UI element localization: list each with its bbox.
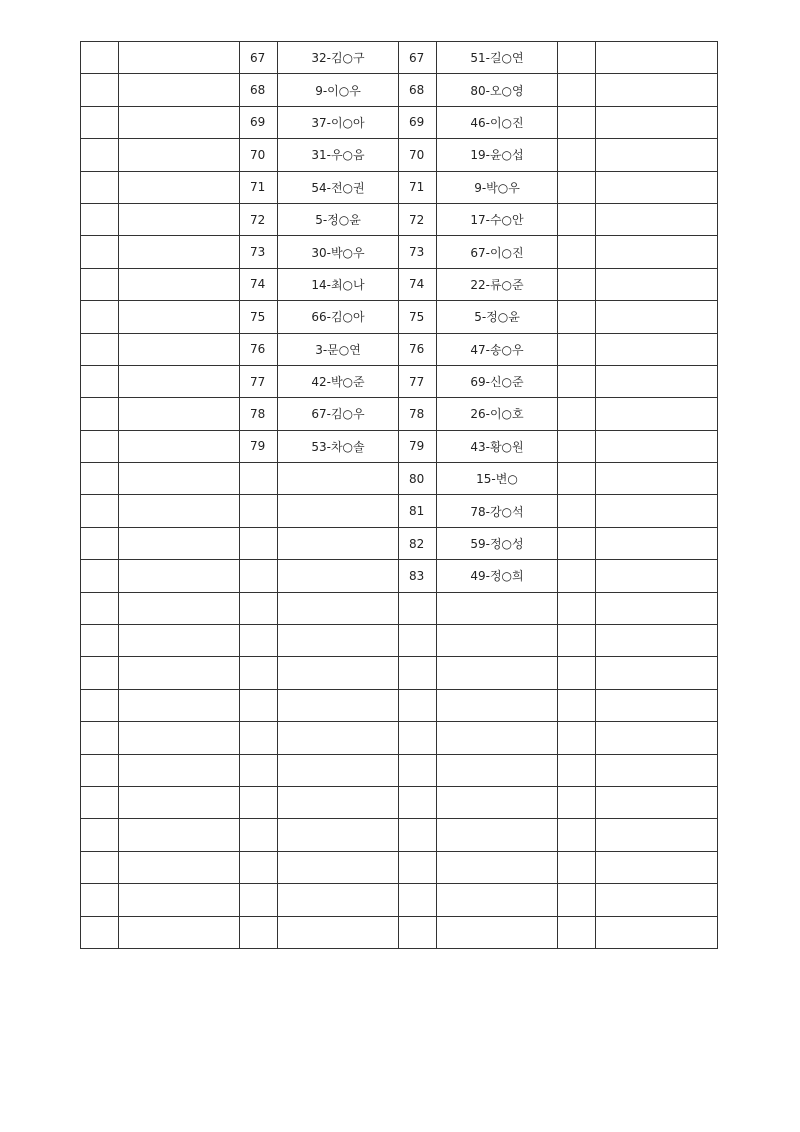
left-blank-number-cell — [81, 365, 119, 397]
right-blank-name-cell — [596, 268, 718, 300]
right-blank-number-cell — [558, 657, 596, 689]
left-blank-number-cell — [81, 106, 119, 138]
left-blank-name-cell — [119, 203, 240, 235]
table-row — [81, 592, 718, 624]
left-blank-number-cell — [81, 495, 119, 527]
left-blank-number-cell — [81, 916, 119, 948]
group-b-number-cell: 67 — [399, 42, 437, 74]
left-blank-name-cell — [119, 689, 240, 721]
table-row — [81, 42, 718, 74]
right-blank-name-cell — [596, 916, 718, 948]
right-blank-number-cell — [558, 819, 596, 851]
left-blank-name-cell — [119, 851, 240, 883]
group-b-student-cell — [437, 786, 558, 818]
group-a-number-cell — [240, 625, 278, 657]
group-a-number-cell — [240, 754, 278, 786]
left-blank-number-cell — [81, 754, 119, 786]
group-b-number-cell — [399, 722, 437, 754]
group-a-number-cell — [240, 657, 278, 689]
right-blank-name-cell — [596, 171, 718, 203]
table-row — [81, 139, 718, 171]
group-b-student-cell: 78-강○석 — [437, 495, 558, 527]
group-b-student-cell: 17-수○안 — [437, 203, 558, 235]
group-b-number-cell: 77 — [399, 365, 437, 397]
table-row — [81, 495, 718, 527]
group-a-number-cell — [240, 495, 278, 527]
right-blank-number-cell — [558, 139, 596, 171]
left-blank-number-cell — [81, 884, 119, 916]
group-b-student-cell: 19-윤○섭 — [437, 139, 558, 171]
group-b-number-cell — [399, 657, 437, 689]
group-a-number-cell: 67 — [240, 42, 278, 74]
right-blank-number-cell — [558, 74, 596, 106]
right-blank-number-cell — [558, 430, 596, 462]
group-a-number-cell: 74 — [240, 268, 278, 300]
group-b-student-cell — [437, 916, 558, 948]
group-a-student-cell — [278, 754, 399, 786]
left-blank-number-cell — [81, 560, 119, 592]
group-a-student-cell — [278, 722, 399, 754]
left-blank-name-cell — [119, 171, 240, 203]
left-blank-name-cell — [119, 463, 240, 495]
left-blank-number-cell — [81, 42, 119, 74]
table-row — [81, 754, 718, 786]
left-blank-name-cell — [119, 657, 240, 689]
group-b-number-cell: 82 — [399, 527, 437, 559]
group-b-student-cell — [437, 592, 558, 624]
right-blank-number-cell — [558, 365, 596, 397]
group-a-number-cell — [240, 819, 278, 851]
left-blank-number-cell — [81, 236, 119, 268]
left-blank-number-cell — [81, 527, 119, 559]
left-blank-name-cell — [119, 139, 240, 171]
group-a-student-cell — [278, 689, 399, 721]
right-blank-number-cell — [558, 495, 596, 527]
table-row — [81, 106, 718, 138]
table-row — [81, 463, 718, 495]
right-blank-name-cell — [596, 722, 718, 754]
right-blank-name-cell — [596, 398, 718, 430]
left-blank-number-cell — [81, 301, 119, 333]
group-b-number-cell: 68 — [399, 74, 437, 106]
group-b-student-cell: 80-오○영 — [437, 74, 558, 106]
group-a-student-cell — [278, 463, 399, 495]
group-a-student-cell: 30-박○우 — [278, 236, 399, 268]
right-blank-name-cell — [596, 106, 718, 138]
right-blank-name-cell — [596, 495, 718, 527]
left-blank-name-cell — [119, 754, 240, 786]
left-blank-name-cell — [119, 722, 240, 754]
group-b-number-cell: 81 — [399, 495, 437, 527]
left-blank-name-cell — [119, 592, 240, 624]
group-a-student-cell — [278, 916, 399, 948]
group-a-student-cell: 67-김○우 — [278, 398, 399, 430]
group-b-number-cell — [399, 916, 437, 948]
left-blank-name-cell — [119, 625, 240, 657]
group-b-student-cell — [437, 625, 558, 657]
group-b-student-cell — [437, 884, 558, 916]
group-b-number-cell: 83 — [399, 560, 437, 592]
table-row — [81, 657, 718, 689]
table-row — [81, 301, 718, 333]
table-row — [81, 236, 718, 268]
group-b-number-cell — [399, 625, 437, 657]
group-b-student-cell — [437, 754, 558, 786]
table-row — [81, 689, 718, 721]
group-b-student-cell: 47-송○우 — [437, 333, 558, 365]
left-blank-name-cell — [119, 74, 240, 106]
table-row — [81, 171, 718, 203]
table-row — [81, 527, 718, 559]
group-b-number-cell — [399, 592, 437, 624]
group-a-student-cell: 54-전○권 — [278, 171, 399, 203]
right-blank-name-cell — [596, 430, 718, 462]
group-b-student-cell — [437, 819, 558, 851]
group-a-number-cell — [240, 592, 278, 624]
right-blank-number-cell — [558, 527, 596, 559]
group-a-number-cell — [240, 851, 278, 883]
left-blank-name-cell — [119, 916, 240, 948]
table-row — [81, 203, 718, 235]
roster-table-body — [81, 42, 718, 949]
table-row — [81, 560, 718, 592]
group-a-student-cell: 14-최○나 — [278, 268, 399, 300]
group-a-number-cell: 75 — [240, 301, 278, 333]
right-blank-name-cell — [596, 689, 718, 721]
group-a-student-cell: 31-우○음 — [278, 139, 399, 171]
right-blank-name-cell — [596, 42, 718, 74]
group-a-student-cell: 42-박○준 — [278, 365, 399, 397]
group-b-student-cell: 26-이○호 — [437, 398, 558, 430]
left-blank-name-cell — [119, 560, 240, 592]
group-a-number-cell: 76 — [240, 333, 278, 365]
group-b-number-cell: 73 — [399, 236, 437, 268]
group-a-student-cell — [278, 819, 399, 851]
left-blank-number-cell — [81, 74, 119, 106]
right-blank-name-cell — [596, 560, 718, 592]
group-a-number-cell: 72 — [240, 203, 278, 235]
group-b-student-cell: 69-신○준 — [437, 365, 558, 397]
left-blank-number-cell — [81, 625, 119, 657]
left-blank-number-cell — [81, 430, 119, 462]
right-blank-name-cell — [596, 851, 718, 883]
right-blank-number-cell — [558, 689, 596, 721]
group-b-student-cell: 15-변○ — [437, 463, 558, 495]
group-b-number-cell — [399, 819, 437, 851]
group-b-number-cell: 69 — [399, 106, 437, 138]
group-b-student-cell: 43-황○원 — [437, 430, 558, 462]
group-b-student-cell: 9-박○우 — [437, 171, 558, 203]
group-a-number-cell — [240, 560, 278, 592]
group-a-number-cell: 78 — [240, 398, 278, 430]
left-blank-name-cell — [119, 106, 240, 138]
left-blank-number-cell — [81, 333, 119, 365]
group-a-number-cell — [240, 884, 278, 916]
group-a-student-cell: 32-김○구 — [278, 42, 399, 74]
group-a-number-cell — [240, 722, 278, 754]
table-row — [81, 722, 718, 754]
right-blank-number-cell — [558, 560, 596, 592]
group-b-number-cell — [399, 851, 437, 883]
group-a-student-cell — [278, 495, 399, 527]
left-blank-name-cell — [119, 333, 240, 365]
left-blank-name-cell — [119, 495, 240, 527]
left-blank-number-cell — [81, 722, 119, 754]
left-blank-number-cell — [81, 851, 119, 883]
group-b-number-cell: 75 — [399, 301, 437, 333]
right-blank-number-cell — [558, 786, 596, 818]
left-blank-number-cell — [81, 592, 119, 624]
left-blank-number-cell — [81, 689, 119, 721]
right-blank-number-cell — [558, 398, 596, 430]
table-row — [81, 625, 718, 657]
group-a-number-cell: 69 — [240, 106, 278, 138]
group-b-number-cell: 70 — [399, 139, 437, 171]
group-b-number-cell — [399, 689, 437, 721]
left-blank-name-cell — [119, 398, 240, 430]
group-a-student-cell — [278, 625, 399, 657]
group-b-number-cell: 76 — [399, 333, 437, 365]
right-blank-name-cell — [596, 365, 718, 397]
table-row — [81, 268, 718, 300]
group-a-student-cell: 5-정○윤 — [278, 203, 399, 235]
group-b-number-cell: 79 — [399, 430, 437, 462]
group-a-number-cell: 79 — [240, 430, 278, 462]
group-b-student-cell: 59-정○성 — [437, 527, 558, 559]
left-blank-number-cell — [81, 463, 119, 495]
right-blank-number-cell — [558, 236, 596, 268]
left-blank-name-cell — [119, 884, 240, 916]
table-row — [81, 74, 718, 106]
group-a-number-cell — [240, 689, 278, 721]
right-blank-name-cell — [596, 236, 718, 268]
right-blank-name-cell — [596, 74, 718, 106]
left-blank-name-cell — [119, 819, 240, 851]
right-blank-number-cell — [558, 722, 596, 754]
right-blank-name-cell — [596, 884, 718, 916]
table-row — [81, 786, 718, 818]
group-b-number-cell — [399, 754, 437, 786]
group-b-number-cell: 72 — [399, 203, 437, 235]
table-row — [81, 884, 718, 916]
right-blank-number-cell — [558, 268, 596, 300]
left-blank-name-cell — [119, 430, 240, 462]
group-b-number-cell: 74 — [399, 268, 437, 300]
group-b-number-cell — [399, 884, 437, 916]
right-blank-name-cell — [596, 657, 718, 689]
group-a-student-cell — [278, 851, 399, 883]
group-b-student-cell: 22-류○준 — [437, 268, 558, 300]
group-b-number-cell: 80 — [399, 463, 437, 495]
group-a-number-cell: 70 — [240, 139, 278, 171]
group-a-number-cell: 71 — [240, 171, 278, 203]
group-b-number-cell: 71 — [399, 171, 437, 203]
left-blank-number-cell — [81, 786, 119, 818]
right-blank-name-cell — [596, 139, 718, 171]
table-row — [81, 819, 718, 851]
group-a-student-cell: 37-이○아 — [278, 106, 399, 138]
group-a-number-cell — [240, 916, 278, 948]
left-blank-number-cell — [81, 139, 119, 171]
group-b-student-cell — [437, 657, 558, 689]
left-blank-number-cell — [81, 657, 119, 689]
group-b-number-cell: 78 — [399, 398, 437, 430]
group-a-student-cell — [278, 560, 399, 592]
group-a-student-cell: 3-문○연 — [278, 333, 399, 365]
group-b-student-cell: 51-길○연 — [437, 42, 558, 74]
left-blank-number-cell — [81, 819, 119, 851]
group-a-student-cell: 53-차○솔 — [278, 430, 399, 462]
group-b-number-cell — [399, 786, 437, 818]
right-blank-number-cell — [558, 754, 596, 786]
left-blank-name-cell — [119, 365, 240, 397]
group-a-student-cell — [278, 527, 399, 559]
right-blank-name-cell — [596, 301, 718, 333]
group-a-number-cell: 73 — [240, 236, 278, 268]
left-blank-name-cell — [119, 42, 240, 74]
roster-table — [80, 41, 718, 949]
group-a-student-cell — [278, 592, 399, 624]
group-b-student-cell: 67-이○진 — [437, 236, 558, 268]
left-blank-name-cell — [119, 786, 240, 818]
right-blank-number-cell — [558, 916, 596, 948]
right-blank-number-cell — [558, 171, 596, 203]
right-blank-name-cell — [596, 754, 718, 786]
group-b-student-cell — [437, 722, 558, 754]
group-a-number-cell — [240, 463, 278, 495]
left-blank-number-cell — [81, 203, 119, 235]
group-a-student-cell: 9-이○우 — [278, 74, 399, 106]
left-blank-number-cell — [81, 171, 119, 203]
table-row — [81, 398, 718, 430]
right-blank-number-cell — [558, 42, 596, 74]
group-a-number-cell: 77 — [240, 365, 278, 397]
group-b-student-cell: 49-정○희 — [437, 560, 558, 592]
right-blank-number-cell — [558, 592, 596, 624]
table-row — [81, 365, 718, 397]
right-blank-number-cell — [558, 333, 596, 365]
left-blank-name-cell — [119, 301, 240, 333]
left-blank-name-cell — [119, 527, 240, 559]
table-row — [81, 916, 718, 948]
right-blank-name-cell — [596, 527, 718, 559]
group-a-student-cell — [278, 786, 399, 818]
group-b-student-cell — [437, 851, 558, 883]
left-blank-number-cell — [81, 268, 119, 300]
right-blank-name-cell — [596, 819, 718, 851]
group-a-number-cell — [240, 786, 278, 818]
right-blank-name-cell — [596, 592, 718, 624]
right-blank-name-cell — [596, 786, 718, 818]
group-a-student-cell — [278, 884, 399, 916]
right-blank-number-cell — [558, 884, 596, 916]
right-blank-number-cell — [558, 106, 596, 138]
group-b-student-cell: 5-정○윤 — [437, 301, 558, 333]
right-blank-name-cell — [596, 333, 718, 365]
group-a-student-cell — [278, 657, 399, 689]
right-blank-number-cell — [558, 463, 596, 495]
right-blank-number-cell — [558, 851, 596, 883]
left-blank-number-cell — [81, 398, 119, 430]
right-blank-number-cell — [558, 625, 596, 657]
right-blank-number-cell — [558, 203, 596, 235]
right-blank-name-cell — [596, 463, 718, 495]
group-b-student-cell — [437, 689, 558, 721]
table-row — [81, 333, 718, 365]
group-a-number-cell: 68 — [240, 74, 278, 106]
left-blank-name-cell — [119, 268, 240, 300]
table-row — [81, 430, 718, 462]
right-blank-name-cell — [596, 625, 718, 657]
left-blank-name-cell — [119, 236, 240, 268]
right-blank-number-cell — [558, 301, 596, 333]
group-b-student-cell: 46-이○진 — [437, 106, 558, 138]
group-a-student-cell: 66-김○아 — [278, 301, 399, 333]
table-row — [81, 851, 718, 883]
group-a-number-cell — [240, 527, 278, 559]
right-blank-name-cell — [596, 203, 718, 235]
